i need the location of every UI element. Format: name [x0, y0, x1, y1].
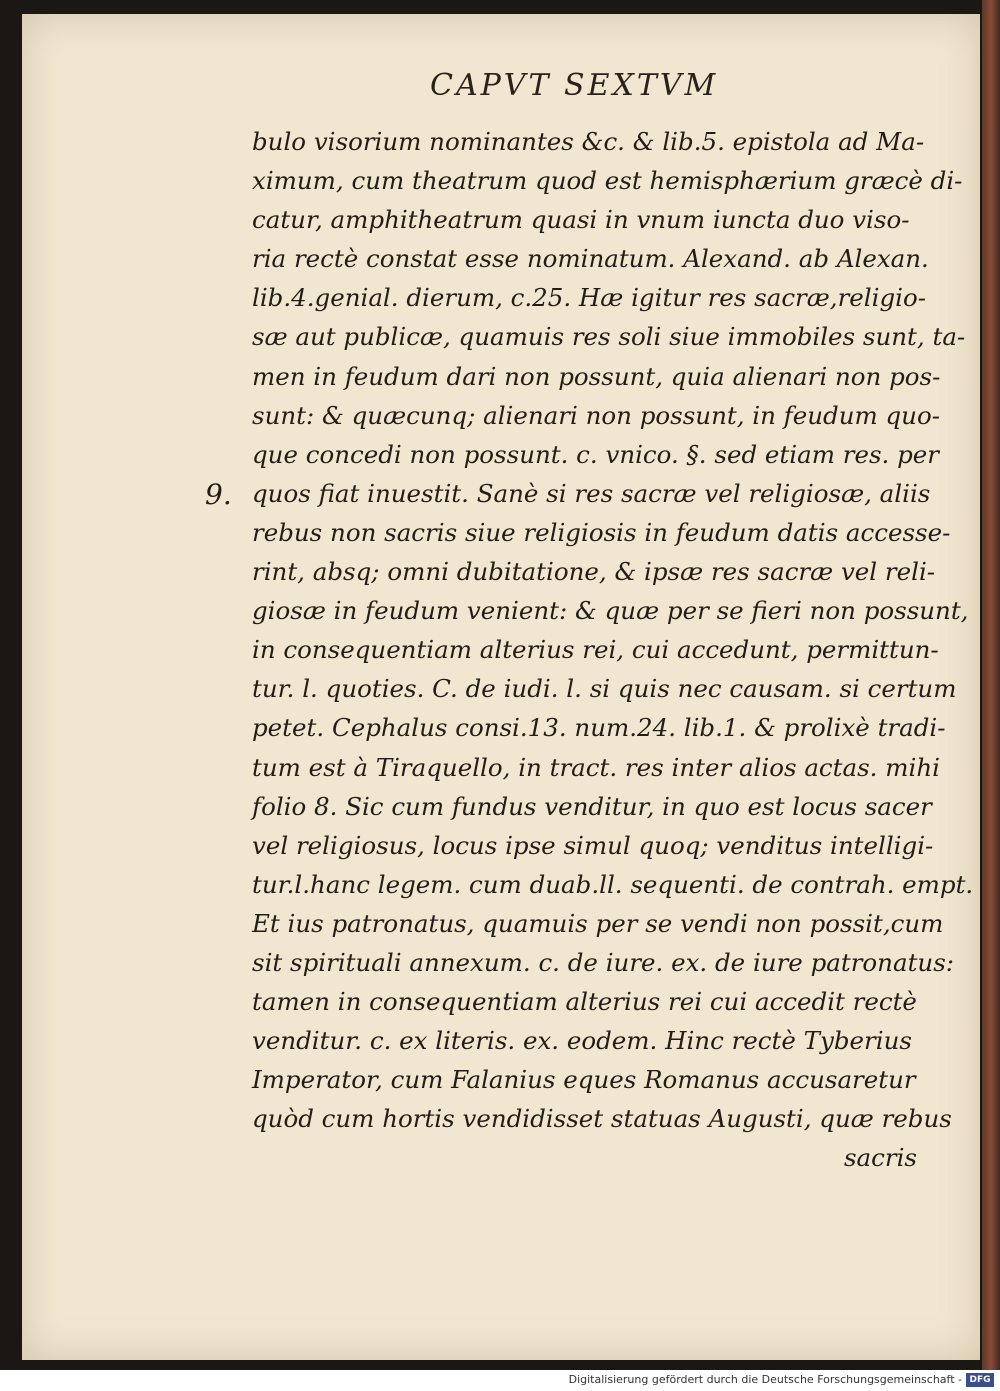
text-line: rint, absq; omni dubitatione, & ipsæ res sacræ vel reli- — [252, 557, 936, 587]
catchword: sacris — [843, 1143, 917, 1173]
text-line: vel religiosus, locus ipse simul quoq; venditus intelligi- — [252, 830, 934, 860]
text-line: venditur. c. ex literis. ex. eodem. Hinc rectè Tyberius — [252, 1026, 912, 1056]
text-line: tur. l. quoties. C. de iudi. l. si quis nec causam. si certum — [252, 674, 957, 704]
text-line: folio 8. Sic cum fundus venditur, in quo est locus sacer — [252, 791, 932, 821]
text-line: sit spirituali annexum. c. de iure. ex. de iure patronatus: — [252, 947, 955, 977]
footer-bar — [0, 1370, 1000, 1391]
text-line: bulo visorium nominantes &c. & lib.5. epistola ad Ma- — [252, 127, 925, 156]
running-head: CAPVT SEXTVM — [430, 68, 719, 103]
body-text — [252, 122, 974, 1178]
text-line: in consequentiam alterius rei, cui accedunt, permittun- — [252, 635, 939, 665]
book-edge — [982, 0, 1000, 1370]
footer-credit: Digitalisierung gefördert durch die Deutsche Forschungsgemeinschaft - — [568, 1373, 962, 1386]
dfg-logo-icon: DFG — [966, 1373, 994, 1387]
text-line: tum est à Tiraquello, in tract. res inter alios actas. mihi — [252, 752, 940, 782]
text-line: quòd cum hortis vendidisset statuas Augusti, quæ rebus — [252, 1104, 952, 1134]
text-line: sæ aut publicæ, quamuis res soli siue immobiles sunt, ta- — [252, 322, 966, 352]
text-line: men in feudum dari non possunt, quia alienari non pos- — [252, 361, 941, 391]
text-line: lib.4.genial. dierum, c.25. Hæ igitur res sacræ,religio- — [252, 283, 927, 313]
text-line: Imperator, cum Falanius eques Romanus accusaretur — [252, 1065, 916, 1095]
text-line: tur.l.hanc legem. cum duab.ll. sequenti. de contrah. empt. — [252, 869, 974, 899]
text-line: ximum, cum theatrum quod est hemisphærium græcè di- — [252, 166, 963, 196]
text-line: tamen in consequentiam alterius rei cui accedit rectè — [252, 987, 917, 1017]
text-line: que concedi non possunt. c. vnico. §. sed etiam res. per — [252, 439, 939, 469]
text-line: quos fiat inuestit. Sanè si res sacræ vel religiosæ, aliis — [252, 478, 931, 508]
text-line: giosæ in feudum venient: & quæ per se fieri non possunt, — [252, 596, 969, 626]
margin-note: 9. — [205, 478, 232, 511]
text-line: rebus non sacris siue religiosis in feudum datis accesse- — [252, 517, 951, 547]
text-line: catur, amphitheatrum quasi in vnum iuncta duo viso- — [252, 205, 910, 235]
text-line: petet. Cephalus consi.13. num.24. lib.1. & prolixè tradi- — [252, 713, 946, 743]
text-line: Et ius patronatus, quamuis per se vendi non possit,cum — [252, 908, 944, 938]
text-line: ria rectè constat esse nominatum. Alexand. ab Alexan. — [252, 244, 929, 274]
text-line: sunt: & quæcunq; alienari non possunt, in feudum quo- — [252, 400, 940, 430]
